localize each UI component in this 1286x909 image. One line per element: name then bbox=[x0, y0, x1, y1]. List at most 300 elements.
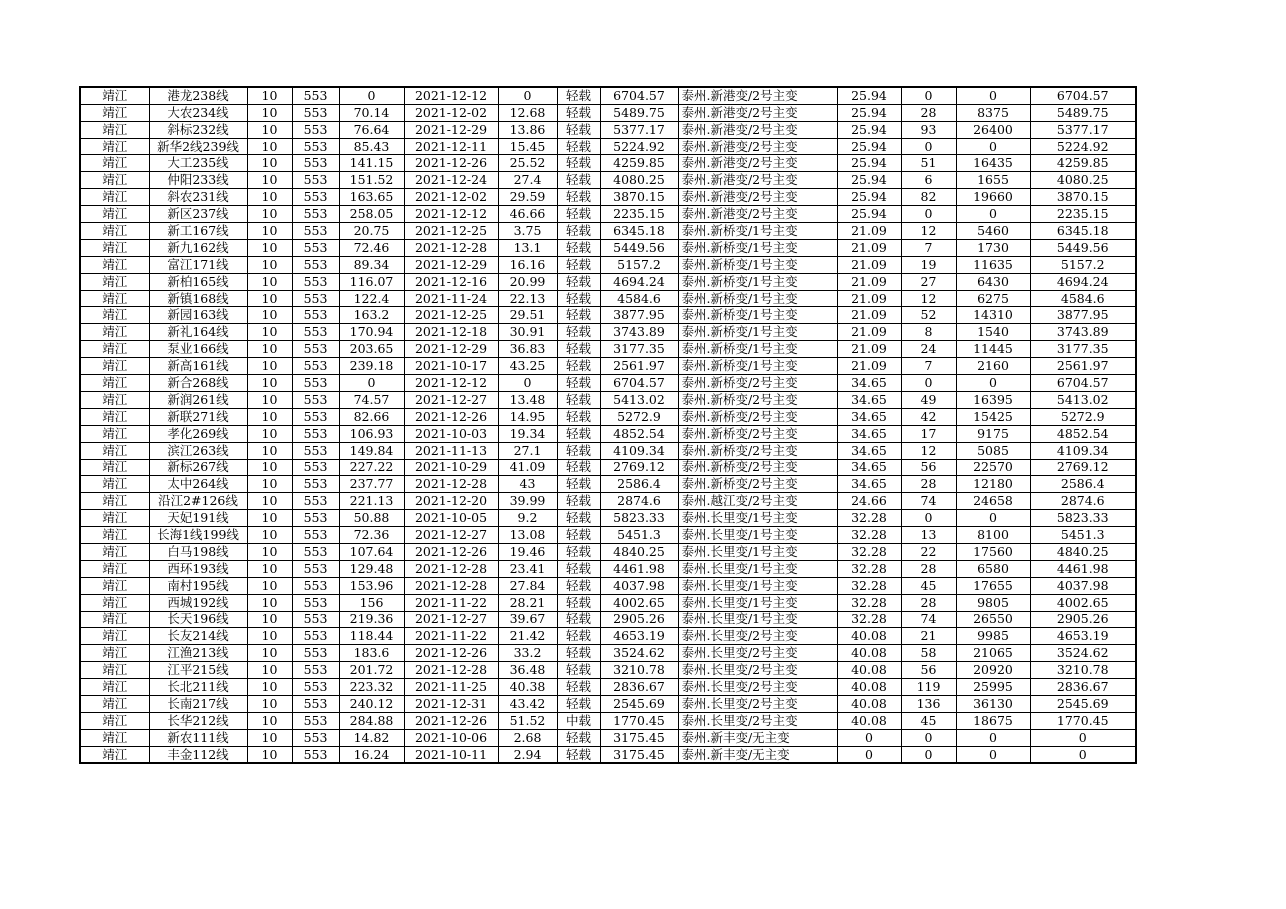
line-name-cell: 新合268线 bbox=[149, 375, 247, 392]
margin-cell: 5823.33 bbox=[600, 510, 678, 527]
voltage-cell: 10 bbox=[247, 662, 292, 679]
transformer-cell: 泰州.长里变/2号主变 bbox=[678, 712, 837, 729]
count-cell: 12 bbox=[901, 223, 956, 240]
line-name-cell: 长南217线 bbox=[149, 695, 247, 712]
voltage-cell: 10 bbox=[247, 408, 292, 425]
capacity-cell: 22570 bbox=[956, 459, 1030, 476]
load-rate-cell: 13.1 bbox=[498, 239, 557, 256]
available-cell: 5413.02 bbox=[1030, 391, 1136, 408]
transformer-rate-cell: 25.94 bbox=[837, 155, 901, 172]
transformer-rate-cell: 32.28 bbox=[837, 527, 901, 544]
margin-cell: 2769.12 bbox=[600, 459, 678, 476]
capacity-cell: 15425 bbox=[956, 408, 1030, 425]
date-cell: 2021-12-29 bbox=[404, 256, 498, 273]
load-value-cell: 183.6 bbox=[339, 645, 404, 662]
margin-cell: 4840.25 bbox=[600, 543, 678, 560]
available-cell: 4259.85 bbox=[1030, 155, 1136, 172]
voltage-cell: 10 bbox=[247, 560, 292, 577]
date-cell: 2021-12-16 bbox=[404, 273, 498, 290]
transformer-cell: 泰州.新桥变/1号主变 bbox=[678, 358, 837, 375]
load-status-cell: 轻载 bbox=[557, 223, 600, 240]
available-cell: 4002.65 bbox=[1030, 594, 1136, 611]
available-cell: 5451.3 bbox=[1030, 527, 1136, 544]
date-cell: 2021-12-26 bbox=[404, 712, 498, 729]
load-status-cell: 轻载 bbox=[557, 611, 600, 628]
line-name-cell: 沿江2#126线 bbox=[149, 493, 247, 510]
load-status-cell: 轻载 bbox=[557, 358, 600, 375]
load-value-cell: 219.36 bbox=[339, 611, 404, 628]
count-cell: 45 bbox=[901, 712, 956, 729]
load-status-cell: 轻载 bbox=[557, 324, 600, 341]
county-cell: 靖江 bbox=[80, 712, 149, 729]
load-status-cell: 轻载 bbox=[557, 729, 600, 746]
table-row bbox=[80, 138, 1136, 155]
date-cell: 2021-10-17 bbox=[404, 358, 498, 375]
county-cell: 靖江 bbox=[80, 611, 149, 628]
margin-cell: 3175.45 bbox=[600, 746, 678, 763]
transformer-cell: 泰州.新桥变/2号主变 bbox=[678, 425, 837, 442]
load-status-cell: 轻载 bbox=[557, 527, 600, 544]
load-value-cell: 284.88 bbox=[339, 712, 404, 729]
available-cell: 2235.15 bbox=[1030, 206, 1136, 223]
date-cell: 2021-12-27 bbox=[404, 527, 498, 544]
transformer-rate-cell: 32.28 bbox=[837, 560, 901, 577]
county-cell: 靖江 bbox=[80, 594, 149, 611]
code-cell: 553 bbox=[292, 527, 339, 544]
date-cell: 2021-12-31 bbox=[404, 695, 498, 712]
load-value-cell: 74.57 bbox=[339, 391, 404, 408]
load-value-cell: 0 bbox=[339, 87, 404, 104]
transformer-cell: 泰州.新桥变/1号主变 bbox=[678, 341, 837, 358]
margin-cell: 5272.9 bbox=[600, 408, 678, 425]
line-name-cell: 江平215线 bbox=[149, 662, 247, 679]
capacity-cell: 17655 bbox=[956, 577, 1030, 594]
capacity-cell: 0 bbox=[956, 87, 1030, 104]
county-cell: 靖江 bbox=[80, 510, 149, 527]
margin-cell: 4259.85 bbox=[600, 155, 678, 172]
transformer-rate-cell: 32.28 bbox=[837, 611, 901, 628]
line-name-cell: 滨江263线 bbox=[149, 442, 247, 459]
count-cell: 28 bbox=[901, 104, 956, 121]
available-cell: 4109.34 bbox=[1030, 442, 1136, 459]
load-value-cell: 20.75 bbox=[339, 223, 404, 240]
date-cell: 2021-12-20 bbox=[404, 493, 498, 510]
table-row bbox=[80, 645, 1136, 662]
load-value-cell: 223.32 bbox=[339, 679, 404, 696]
transformer-cell: 泰州.长里变/1号主变 bbox=[678, 510, 837, 527]
line-name-cell: 新镇168线 bbox=[149, 290, 247, 307]
transformer-cell: 泰州.长里变/2号主变 bbox=[678, 628, 837, 645]
capacity-cell: 12180 bbox=[956, 476, 1030, 493]
voltage-cell: 10 bbox=[247, 527, 292, 544]
voltage-cell: 10 bbox=[247, 341, 292, 358]
voltage-cell: 10 bbox=[247, 611, 292, 628]
count-cell: 119 bbox=[901, 679, 956, 696]
load-value-cell: 118.44 bbox=[339, 628, 404, 645]
load-rate-cell: 36.83 bbox=[498, 341, 557, 358]
line-name-cell: 斜农231线 bbox=[149, 189, 247, 206]
table-row bbox=[80, 493, 1136, 510]
voltage-cell: 10 bbox=[247, 459, 292, 476]
county-cell: 靖江 bbox=[80, 476, 149, 493]
load-status-cell: 轻载 bbox=[557, 104, 600, 121]
margin-cell: 3210.78 bbox=[600, 662, 678, 679]
transformer-cell: 泰州.新桥变/2号主变 bbox=[678, 408, 837, 425]
county-cell: 靖江 bbox=[80, 408, 149, 425]
county-cell: 靖江 bbox=[80, 746, 149, 763]
load-rate-cell: 40.38 bbox=[498, 679, 557, 696]
transformer-rate-cell: 21.09 bbox=[837, 273, 901, 290]
available-cell: 0 bbox=[1030, 729, 1136, 746]
line-name-cell: 新标267线 bbox=[149, 459, 247, 476]
date-cell: 2021-12-28 bbox=[404, 560, 498, 577]
count-cell: 0 bbox=[901, 375, 956, 392]
table-row bbox=[80, 442, 1136, 459]
line-name-cell: 大工235线 bbox=[149, 155, 247, 172]
available-cell: 4080.25 bbox=[1030, 172, 1136, 189]
available-cell: 4584.6 bbox=[1030, 290, 1136, 307]
county-cell: 靖江 bbox=[80, 560, 149, 577]
margin-cell: 2545.69 bbox=[600, 695, 678, 712]
capacity-cell: 20920 bbox=[956, 662, 1030, 679]
load-status-cell: 轻载 bbox=[557, 307, 600, 324]
load-status-cell: 轻载 bbox=[557, 662, 600, 679]
date-cell: 2021-10-29 bbox=[404, 459, 498, 476]
county-cell: 靖江 bbox=[80, 256, 149, 273]
count-cell: 8 bbox=[901, 324, 956, 341]
transformer-rate-cell: 21.09 bbox=[837, 290, 901, 307]
transformer-rate-cell: 40.08 bbox=[837, 662, 901, 679]
line-name-cell: 长天196线 bbox=[149, 611, 247, 628]
code-cell: 553 bbox=[292, 611, 339, 628]
available-cell: 5823.33 bbox=[1030, 510, 1136, 527]
count-cell: 42 bbox=[901, 408, 956, 425]
county-cell: 靖江 bbox=[80, 324, 149, 341]
county-cell: 靖江 bbox=[80, 104, 149, 121]
margin-cell: 2874.6 bbox=[600, 493, 678, 510]
date-cell: 2021-11-22 bbox=[404, 628, 498, 645]
load-status-cell: 轻载 bbox=[557, 87, 600, 104]
date-cell: 2021-12-18 bbox=[404, 324, 498, 341]
margin-cell: 2561.97 bbox=[600, 358, 678, 375]
transformer-cell: 泰州.新桥变/1号主变 bbox=[678, 223, 837, 240]
load-value-cell: 72.36 bbox=[339, 527, 404, 544]
margin-cell: 5489.75 bbox=[600, 104, 678, 121]
table-row bbox=[80, 476, 1136, 493]
margin-cell: 4461.98 bbox=[600, 560, 678, 577]
load-status-cell: 轻载 bbox=[557, 695, 600, 712]
load-status-cell: 轻载 bbox=[557, 577, 600, 594]
load-status-cell: 轻载 bbox=[557, 155, 600, 172]
load-rate-cell: 13.48 bbox=[498, 391, 557, 408]
date-cell: 2021-12-25 bbox=[404, 223, 498, 240]
transformer-cell: 泰州.长里变/1号主变 bbox=[678, 560, 837, 577]
table-row bbox=[80, 290, 1136, 307]
date-cell: 2021-12-12 bbox=[404, 375, 498, 392]
transformer-rate-cell: 34.65 bbox=[837, 476, 901, 493]
margin-cell: 6345.18 bbox=[600, 223, 678, 240]
table-row bbox=[80, 189, 1136, 206]
table-row bbox=[80, 712, 1136, 729]
transformer-cell: 泰州.长里变/1号主变 bbox=[678, 611, 837, 628]
count-cell: 12 bbox=[901, 290, 956, 307]
date-cell: 2021-12-29 bbox=[404, 121, 498, 138]
margin-cell: 1770.45 bbox=[600, 712, 678, 729]
table-row bbox=[80, 510, 1136, 527]
transformer-rate-cell: 32.28 bbox=[837, 510, 901, 527]
line-name-cell: 长友214线 bbox=[149, 628, 247, 645]
capacity-cell: 0 bbox=[956, 510, 1030, 527]
line-name-cell: 港龙238线 bbox=[149, 87, 247, 104]
count-cell: 17 bbox=[901, 425, 956, 442]
voltage-cell: 10 bbox=[247, 476, 292, 493]
transformer-cell: 泰州.长里变/2号主变 bbox=[678, 679, 837, 696]
capacity-cell: 11635 bbox=[956, 256, 1030, 273]
line-name-cell: 新柏165线 bbox=[149, 273, 247, 290]
capacity-cell: 25995 bbox=[956, 679, 1030, 696]
capacity-cell: 6275 bbox=[956, 290, 1030, 307]
county-cell: 靖江 bbox=[80, 679, 149, 696]
capacity-cell: 9805 bbox=[956, 594, 1030, 611]
table-row bbox=[80, 746, 1136, 763]
date-cell: 2021-12-26 bbox=[404, 155, 498, 172]
transformer-cell: 泰州.新桥变/1号主变 bbox=[678, 239, 837, 256]
available-cell: 4694.24 bbox=[1030, 273, 1136, 290]
load-status-cell: 轻载 bbox=[557, 442, 600, 459]
available-cell: 3870.15 bbox=[1030, 189, 1136, 206]
transformer-cell: 泰州.新港变/2号主变 bbox=[678, 189, 837, 206]
transformer-cell: 泰州.新桥变/1号主变 bbox=[678, 290, 837, 307]
voltage-cell: 10 bbox=[247, 172, 292, 189]
transformer-rate-cell: 21.09 bbox=[837, 358, 901, 375]
voltage-cell: 10 bbox=[247, 493, 292, 510]
code-cell: 553 bbox=[292, 206, 339, 223]
load-rate-cell: 0 bbox=[498, 375, 557, 392]
transformer-rate-cell: 34.65 bbox=[837, 391, 901, 408]
capacity-cell: 1540 bbox=[956, 324, 1030, 341]
date-cell: 2021-12-27 bbox=[404, 391, 498, 408]
county-cell: 靖江 bbox=[80, 87, 149, 104]
date-cell: 2021-10-11 bbox=[404, 746, 498, 763]
date-cell: 2021-10-03 bbox=[404, 425, 498, 442]
margin-cell: 5224.92 bbox=[600, 138, 678, 155]
table-row bbox=[80, 273, 1136, 290]
line-name-cell: 新九162线 bbox=[149, 239, 247, 256]
table-row bbox=[80, 425, 1136, 442]
load-value-cell: 129.48 bbox=[339, 560, 404, 577]
table-row bbox=[80, 87, 1136, 104]
county-cell: 靖江 bbox=[80, 239, 149, 256]
line-name-cell: 孝化269线 bbox=[149, 425, 247, 442]
table-row bbox=[80, 256, 1136, 273]
load-value-cell: 50.88 bbox=[339, 510, 404, 527]
count-cell: 21 bbox=[901, 628, 956, 645]
transformer-cell: 泰州.长里变/1号主变 bbox=[678, 577, 837, 594]
load-rate-cell: 30.91 bbox=[498, 324, 557, 341]
transformer-cell: 泰州.新丰变/无主变 bbox=[678, 729, 837, 746]
count-cell: 93 bbox=[901, 121, 956, 138]
table-row bbox=[80, 375, 1136, 392]
load-value-cell: 170.94 bbox=[339, 324, 404, 341]
margin-cell: 4002.65 bbox=[600, 594, 678, 611]
load-status-cell: 轻载 bbox=[557, 746, 600, 763]
margin-cell: 3177.35 bbox=[600, 341, 678, 358]
county-cell: 靖江 bbox=[80, 645, 149, 662]
load-status-cell: 轻载 bbox=[557, 391, 600, 408]
load-rate-cell: 27.1 bbox=[498, 442, 557, 459]
line-name-cell: 南村195线 bbox=[149, 577, 247, 594]
load-value-cell: 227.22 bbox=[339, 459, 404, 476]
transformer-rate-cell: 32.28 bbox=[837, 543, 901, 560]
line-name-cell: 江渔213线 bbox=[149, 645, 247, 662]
capacity-cell: 6580 bbox=[956, 560, 1030, 577]
voltage-cell: 10 bbox=[247, 679, 292, 696]
capacity-cell: 8100 bbox=[956, 527, 1030, 544]
transformer-rate-cell: 24.66 bbox=[837, 493, 901, 510]
code-cell: 553 bbox=[292, 746, 339, 763]
load-rate-cell: 46.66 bbox=[498, 206, 557, 223]
count-cell: 0 bbox=[901, 510, 956, 527]
load-status-cell: 轻载 bbox=[557, 560, 600, 577]
capacity-cell: 11445 bbox=[956, 341, 1030, 358]
transformer-rate-cell: 40.08 bbox=[837, 628, 901, 645]
transformer-rate-cell: 25.94 bbox=[837, 172, 901, 189]
count-cell: 52 bbox=[901, 307, 956, 324]
capacity-cell: 6430 bbox=[956, 273, 1030, 290]
capacity-cell: 8375 bbox=[956, 104, 1030, 121]
margin-cell: 2586.4 bbox=[600, 476, 678, 493]
transformer-cell: 泰州.新港变/2号主变 bbox=[678, 155, 837, 172]
available-cell: 3743.89 bbox=[1030, 324, 1136, 341]
voltage-cell: 10 bbox=[247, 206, 292, 223]
load-rate-cell: 20.99 bbox=[498, 273, 557, 290]
transformer-rate-cell: 34.65 bbox=[837, 375, 901, 392]
margin-cell: 4694.24 bbox=[600, 273, 678, 290]
county-cell: 靖江 bbox=[80, 358, 149, 375]
count-cell: 0 bbox=[901, 138, 956, 155]
voltage-cell: 10 bbox=[247, 358, 292, 375]
transformer-rate-cell: 40.08 bbox=[837, 712, 901, 729]
load-status-cell: 轻载 bbox=[557, 273, 600, 290]
load-rate-cell: 16.16 bbox=[498, 256, 557, 273]
table-row bbox=[80, 695, 1136, 712]
count-cell: 7 bbox=[901, 239, 956, 256]
count-cell: 28 bbox=[901, 560, 956, 577]
code-cell: 553 bbox=[292, 425, 339, 442]
date-cell: 2021-11-13 bbox=[404, 442, 498, 459]
table-row bbox=[80, 121, 1136, 138]
load-status-cell: 轻载 bbox=[557, 172, 600, 189]
date-cell: 2021-12-26 bbox=[404, 408, 498, 425]
data-table bbox=[79, 86, 1137, 764]
date-cell: 2021-12-27 bbox=[404, 611, 498, 628]
date-cell: 2021-12-02 bbox=[404, 189, 498, 206]
date-cell: 2021-12-26 bbox=[404, 543, 498, 560]
date-cell: 2021-12-28 bbox=[404, 577, 498, 594]
margin-cell: 3743.89 bbox=[600, 324, 678, 341]
available-cell: 2586.4 bbox=[1030, 476, 1136, 493]
load-value-cell: 85.43 bbox=[339, 138, 404, 155]
date-cell: 2021-10-05 bbox=[404, 510, 498, 527]
load-rate-cell: 12.68 bbox=[498, 104, 557, 121]
load-value-cell: 221.13 bbox=[339, 493, 404, 510]
code-cell: 553 bbox=[292, 628, 339, 645]
margin-cell: 4037.98 bbox=[600, 577, 678, 594]
transformer-cell: 泰州.新港变/2号主变 bbox=[678, 138, 837, 155]
date-cell: 2021-11-22 bbox=[404, 594, 498, 611]
county-cell: 靖江 bbox=[80, 628, 149, 645]
load-rate-cell: 21.42 bbox=[498, 628, 557, 645]
voltage-cell: 10 bbox=[247, 510, 292, 527]
code-cell: 553 bbox=[292, 223, 339, 240]
table-row bbox=[80, 527, 1136, 544]
voltage-cell: 10 bbox=[247, 104, 292, 121]
voltage-cell: 10 bbox=[247, 189, 292, 206]
line-name-cell: 大农234线 bbox=[149, 104, 247, 121]
line-name-cell: 长海1线199线 bbox=[149, 527, 247, 544]
county-cell: 靖江 bbox=[80, 425, 149, 442]
voltage-cell: 10 bbox=[247, 155, 292, 172]
code-cell: 553 bbox=[292, 442, 339, 459]
table-row bbox=[80, 324, 1136, 341]
voltage-cell: 10 bbox=[247, 138, 292, 155]
load-rate-cell: 43.25 bbox=[498, 358, 557, 375]
count-cell: 58 bbox=[901, 645, 956, 662]
count-cell: 82 bbox=[901, 189, 956, 206]
margin-cell: 2905.26 bbox=[600, 611, 678, 628]
count-cell: 74 bbox=[901, 611, 956, 628]
load-rate-cell: 2.94 bbox=[498, 746, 557, 763]
load-status-cell: 轻载 bbox=[557, 628, 600, 645]
voltage-cell: 10 bbox=[247, 121, 292, 138]
county-cell: 靖江 bbox=[80, 138, 149, 155]
county-cell: 靖江 bbox=[80, 577, 149, 594]
date-cell: 2021-12-02 bbox=[404, 104, 498, 121]
available-cell: 2874.6 bbox=[1030, 493, 1136, 510]
county-cell: 靖江 bbox=[80, 206, 149, 223]
load-value-cell: 237.77 bbox=[339, 476, 404, 493]
count-cell: 24 bbox=[901, 341, 956, 358]
transformer-rate-cell: 25.94 bbox=[837, 138, 901, 155]
load-value-cell: 82.66 bbox=[339, 408, 404, 425]
capacity-cell: 0 bbox=[956, 206, 1030, 223]
available-cell: 5489.75 bbox=[1030, 104, 1136, 121]
transformer-cell: 泰州.新桥变/2号主变 bbox=[678, 459, 837, 476]
count-cell: 56 bbox=[901, 662, 956, 679]
voltage-cell: 10 bbox=[247, 223, 292, 240]
available-cell: 2561.97 bbox=[1030, 358, 1136, 375]
table-row bbox=[80, 172, 1136, 189]
voltage-cell: 10 bbox=[247, 273, 292, 290]
line-name-cell: 新农111线 bbox=[149, 729, 247, 746]
code-cell: 553 bbox=[292, 493, 339, 510]
capacity-cell: 17560 bbox=[956, 543, 1030, 560]
capacity-cell: 5460 bbox=[956, 223, 1030, 240]
date-cell: 2021-12-29 bbox=[404, 341, 498, 358]
load-rate-cell: 27.4 bbox=[498, 172, 557, 189]
line-name-cell: 天妃191线 bbox=[149, 510, 247, 527]
load-rate-cell: 39.67 bbox=[498, 611, 557, 628]
capacity-cell: 9985 bbox=[956, 628, 1030, 645]
code-cell: 553 bbox=[292, 155, 339, 172]
count-cell: 22 bbox=[901, 543, 956, 560]
load-rate-cell: 15.45 bbox=[498, 138, 557, 155]
voltage-cell: 10 bbox=[247, 239, 292, 256]
transformer-rate-cell: 34.65 bbox=[837, 459, 901, 476]
code-cell: 553 bbox=[292, 712, 339, 729]
load-rate-cell: 28.21 bbox=[498, 594, 557, 611]
available-cell: 5449.56 bbox=[1030, 239, 1136, 256]
